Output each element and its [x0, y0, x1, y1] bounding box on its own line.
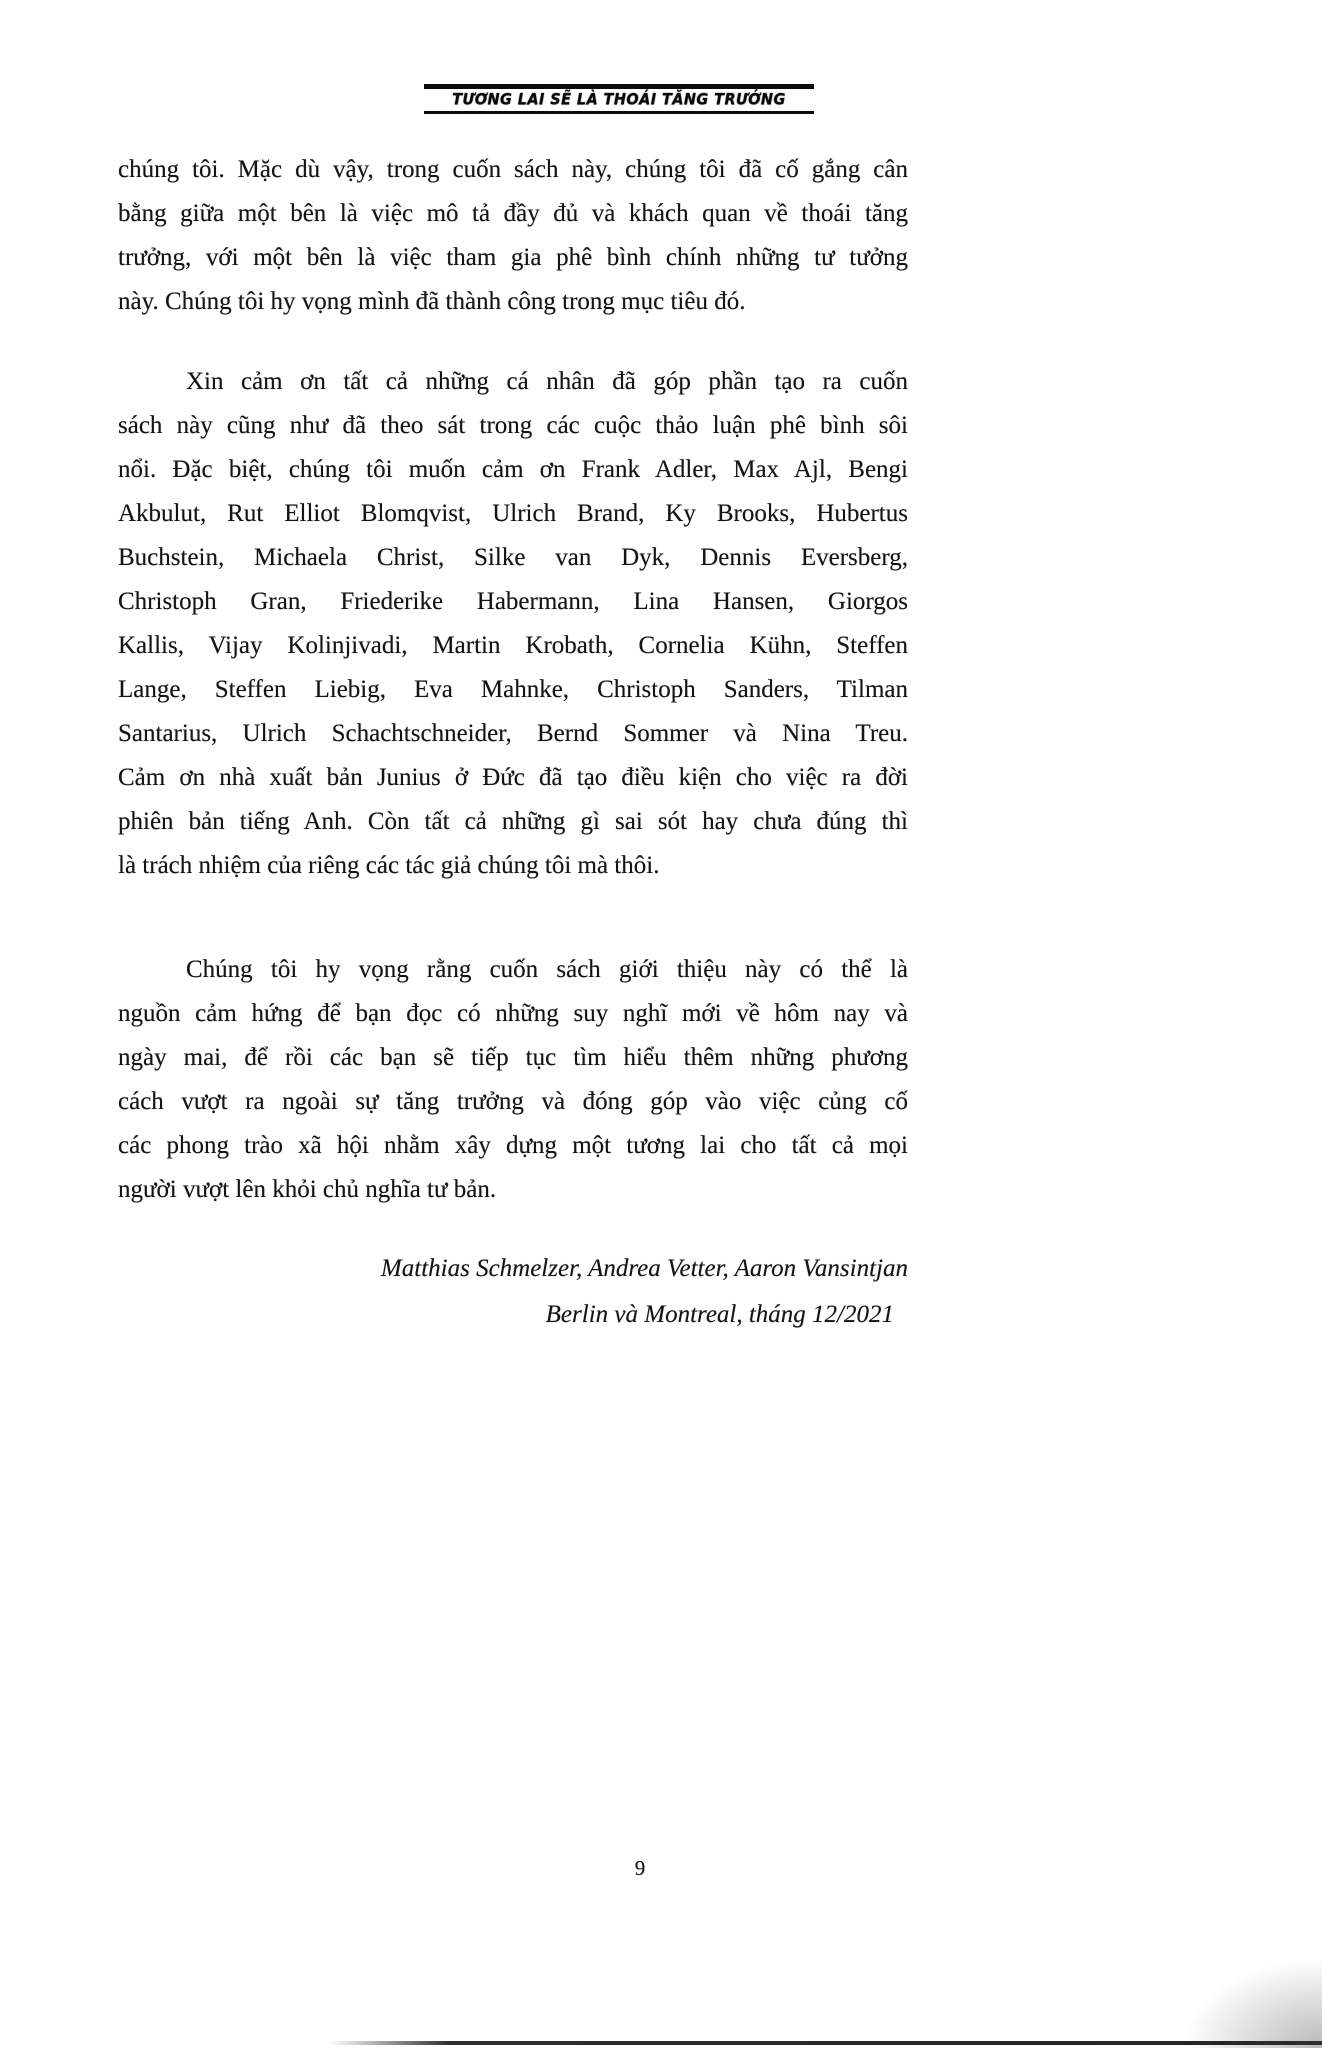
text-line: nguồn cảm hứng để bạn đọc có những suy nghĩ mới về hôm nay và [118, 1000, 908, 1027]
scan-artifact-corner-shadow [1182, 1958, 1322, 2048]
scan-artifact-bottom-edge [330, 2041, 1322, 2045]
text-line: ngày mai, để rồi các bạn sẽ tiếp tục tìm hiểu thêm những phương [118, 1044, 908, 1071]
paragraph-2 [118, 360, 908, 888]
running-header [424, 84, 814, 114]
signature-authors: Matthias Schmelzer, Andrea Vetter, Aaron Vansintjan [380, 1255, 908, 1282]
author-signature [118, 1246, 908, 1338]
running-header-title: TƯƠNG LAI SẼ LÀ THOÁI TĂNG TRƯỞNG [452, 91, 786, 110]
text-line: Xin cảm ơn tất cả những cá nhân đã góp phần tạo ra cuốn [186, 368, 908, 395]
text-line: sách này cũng như đã theo sát trong các cuộc thảo luận phê bình sôi [118, 412, 908, 439]
paragraph-1 [118, 148, 908, 324]
text-line: phiên bản tiếng Anh. Còn tất cả những gì sai sót hay chưa đúng thì [118, 808, 908, 835]
signature-place-date: Berlin và Montreal, tháng 12/2021 [545, 1301, 894, 1328]
text-line: Christoph Gran, Friederike Habermann, Lina Hansen, Giorgos [118, 588, 908, 615]
text-line: nổi. Đặc biệt, chúng tôi muốn cảm ơn Frank Adler, Max Ajl, Bengi [118, 456, 908, 483]
text-line: này. Chúng tôi hy vọng mình đã thành công trong mục tiêu đó. [118, 288, 746, 315]
text-line: Santarius, Ulrich Schachtschneider, Bernd Sommer và Nina Treu. [118, 720, 908, 747]
text-line: Cảm ơn nhà xuất bản Junius ở Đức đã tạo điều kiện cho việc ra đời [118, 764, 908, 791]
page-number: 9 [634, 1856, 646, 1880]
text-line: Chúng tôi hy vọng rằng cuốn sách giới thiệu này có thể là [186, 956, 908, 983]
text-line: người vượt lên khỏi chủ nghĩa tư bản. [118, 1176, 497, 1203]
text-line: các phong trào xã hội nhằm xây dựng một tương lai cho tất cả mọi [118, 1132, 908, 1159]
text-line: Akbulut, Rut Elliot Blomqvist, Ulrich Brand, Ky Brooks, Hubertus [118, 500, 908, 527]
header-rule-bottom [424, 111, 814, 114]
text-line: là trách nhiệm của riêng các tác giả chúng tôi mà thôi. [118, 852, 660, 879]
text-line: Lange, Steffen Liebig, Eva Mahnke, Christoph Sanders, Tilman [118, 676, 908, 703]
text-line: cách vượt ra ngoài sự tăng trưởng và đóng góp vào việc củng cố [118, 1088, 908, 1115]
paragraph-3 [118, 948, 908, 1212]
text-line: Kallis, Vijay Kolinjivadi, Martin Krobath, Cornelia Kühn, Steffen [118, 632, 908, 659]
text-line: bằng giữa một bên là việc mô tả đầy đủ và khách quan về thoái tăng [118, 200, 908, 227]
text-line: chúng tôi. Mặc dù vậy, trong cuốn sách này, chúng tôi đã cố gắng cân [118, 156, 908, 183]
text-line: Buchstein, Michaela Christ, Silke van Dyk, Dennis Eversberg, [118, 544, 908, 571]
text-line: trưởng, với một bên là việc tham gia phê bình chính những tư tưởng [118, 244, 908, 271]
